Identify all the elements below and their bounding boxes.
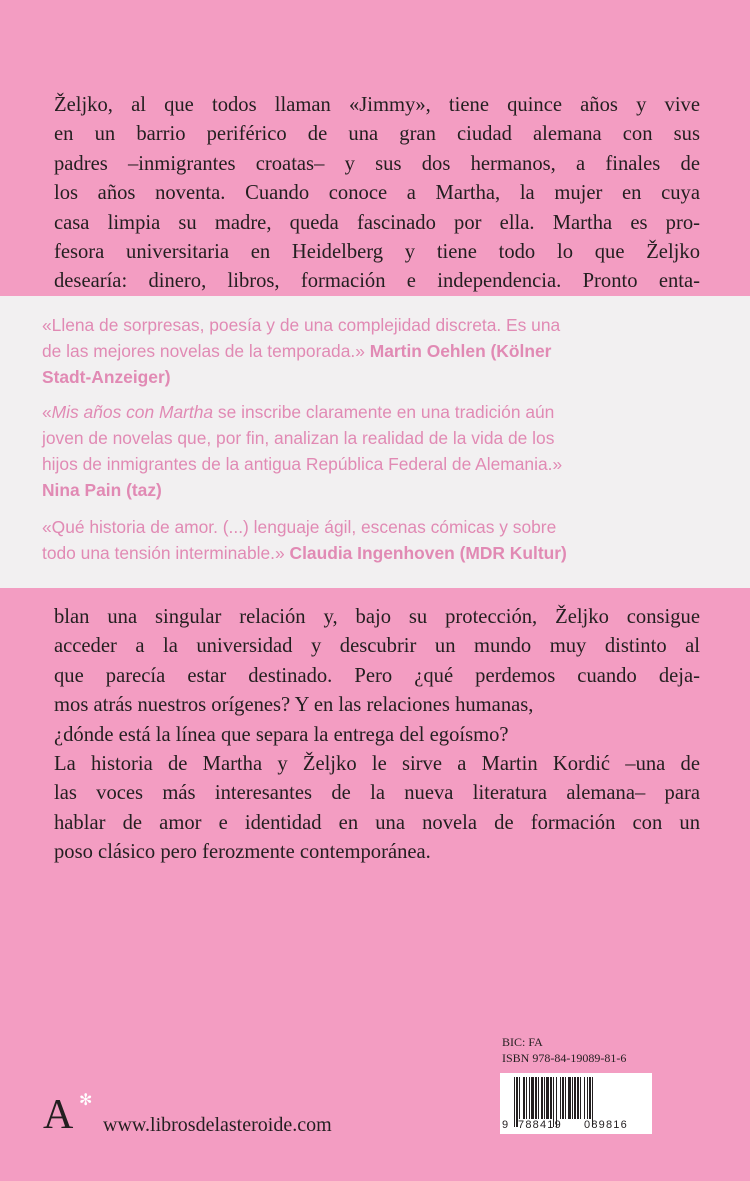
asterisk-icon: ✻ (79, 1092, 93, 1109)
quote-line (42, 338, 560, 364)
quote-line: hijos de inmigrantes de la antigua República Federal de Alemania.» (42, 454, 563, 474)
synopsis-line: padres –inmigrantes croatas– y sus dos hermanos, a finales de (54, 152, 700, 175)
barcode-bar (562, 1077, 564, 1119)
barcode-bar (580, 1077, 581, 1119)
barcode-bar (584, 1077, 585, 1119)
barcode-bar (514, 1077, 515, 1127)
quote-line (42, 540, 567, 566)
barcode-digit-first: 9 (502, 1119, 510, 1131)
synopsis-line: desearía: dinero, libros, formación e independencia. Pronto enta- (54, 270, 700, 293)
bic-code: BIC: FA (502, 1035, 543, 1049)
barcode-bar (531, 1077, 534, 1119)
synopsis-line: ¿dónde está la línea que separa la entrega del egoísmo? (54, 723, 509, 746)
publisher-logo: A (43, 1092, 74, 1138)
barcode-bar (572, 1077, 573, 1119)
barcode-bar (541, 1077, 543, 1119)
barcode-bar (526, 1077, 527, 1119)
quote-line: joven de novelas que, por fin, analizan la realidad de la vida de los (42, 428, 555, 448)
synopsis-line: que parecía estar destinado. Pero ¿qué perdemos cuando deja- (54, 664, 700, 687)
quote-source: Claudia Ingenhoven (MDR Kultur) (289, 543, 567, 563)
quote-open: « (42, 402, 52, 422)
barcode-bar (587, 1077, 588, 1119)
barcode-bar (574, 1077, 576, 1119)
synopsis-line: fesora universitaria en Heidelberg y tiene todo lo que Željko (54, 241, 700, 264)
barcode-bar (565, 1077, 566, 1119)
quote-text: de las mejores novelas de la temporada.» (42, 341, 365, 361)
quote-source: Stadt-Anzeiger) (42, 367, 171, 387)
barcode-bar (535, 1077, 537, 1119)
barcode-bar (560, 1077, 561, 1119)
synopsis-line: poso clásico pero ferozmente contemporánea. (54, 841, 431, 864)
barcode-bar (538, 1077, 539, 1119)
synopsis-line: casa limpia su madre, queda fascinado por ella. Martha es pro- (54, 211, 700, 234)
synopsis-line: hablar de amor e identidad en una novela de formación con un (54, 811, 700, 834)
barcode-bar (577, 1077, 579, 1119)
barcode-bar (529, 1077, 530, 1119)
synopsis-line: acceder a la universidad y descubrir un mundo muy distinto al (54, 635, 700, 658)
barcode-bar (550, 1077, 552, 1119)
barcode-bar (519, 1077, 520, 1119)
barcode-bar (568, 1077, 571, 1119)
quote-line (42, 399, 562, 425)
synopsis-line: Željko, al que todos llaman «Jimmy», tiene quince años y vive (54, 94, 700, 116)
barcode-digits-left: 788419 (518, 1119, 562, 1131)
quote-text: se inscribe claramente en una tradición aún (213, 402, 555, 422)
quote-source: Martin Oehlen (Kölner (369, 341, 552, 361)
quote-line: «Qué historia de amor. (...) lenguaje ágil, escenas cómicas y sobre (42, 517, 557, 537)
quote-text: todo una tensión interminable.» (42, 543, 285, 563)
synopsis-line: en un barrio periférico de una gran ciudad alemana con sus (54, 123, 700, 146)
review-quote-2 (42, 399, 562, 503)
synopsis-top (54, 91, 700, 297)
review-quote-3 (42, 514, 567, 566)
barcode-digits-right: 089816 (584, 1119, 628, 1131)
review-quote-1 (42, 312, 560, 390)
isbn-code: ISBN 978-84-19089-81-6 (502, 1051, 627, 1065)
quote-source: Nina Pain (taz) (42, 480, 162, 500)
isbn-barcode (500, 1073, 652, 1134)
catalog-codes (502, 1034, 626, 1066)
barcode-bar (523, 1077, 525, 1119)
publisher-website[interactable]: www.librosdelasteroide.com (103, 1114, 332, 1136)
barcode-bar (546, 1077, 549, 1119)
book-title: Mis años con Martha (51, 402, 214, 422)
synopsis-line: las voces más interesantes de la nueva literatura alemana– para (54, 782, 700, 805)
synopsis-line: blan una singular relación y, bajo su protección, Željko consigue (54, 606, 700, 628)
synopsis-line: los años noventa. Cuando conoce a Martha, la mujer en cuya (54, 182, 700, 205)
barcode-bar (589, 1077, 591, 1119)
barcode-bar (544, 1077, 545, 1119)
synopsis-line: La historia de Martha y Željko le sirve a Martin Kordić –una de (54, 753, 700, 776)
synopsis-line: mos atrás nuestros orígenes? Y en las relaciones humanas, (54, 694, 534, 717)
quote-line: «Llena de sorpresas, poesía y de una complejidad discreta. Es una (42, 315, 561, 335)
synopsis-bottom (54, 603, 700, 868)
